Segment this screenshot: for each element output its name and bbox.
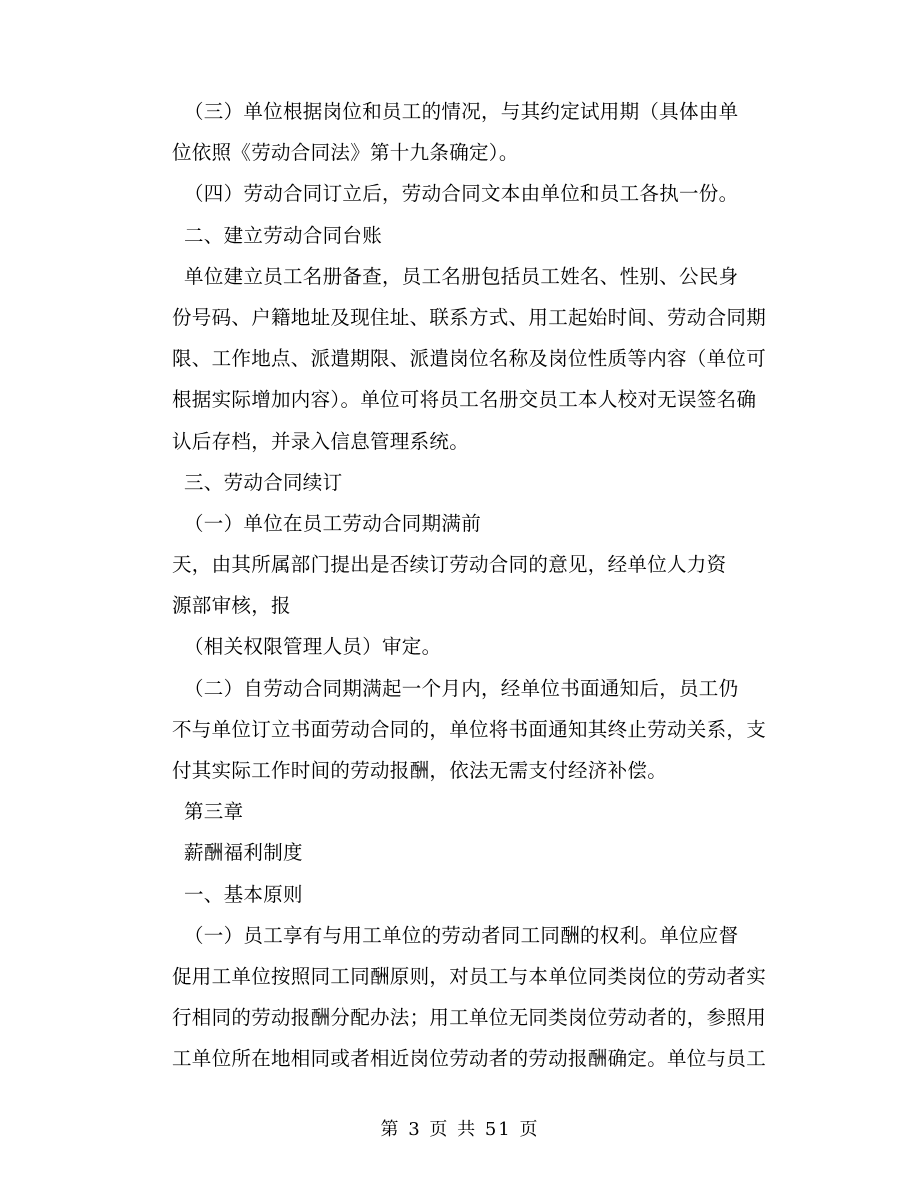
paragraph-line: 单位建立员工名册备查，员工名册包括员工姓名、性别、公民身 (184, 264, 739, 288)
paragraph-line: 天，由其所属部门提出是否续订劳动合同的意见，经单位人力资 (172, 553, 727, 577)
chapter-heading: 第三章 (184, 800, 244, 824)
paragraph-line: （一）员工享有与用工单位的劳动者同工同酬的权利。单位应督 (184, 923, 739, 947)
paragraph-line: （四）劳动合同订立后，劳动合同文本由单位和员工各执一份。 (184, 182, 739, 206)
section-heading: 三、劳动合同续订 (184, 470, 343, 494)
section-heading: 一、基本原则 (184, 882, 303, 906)
paragraph-line: （一）单位在员工劳动合同期满前 (184, 511, 482, 535)
paragraph-line: 根据实际增加内容）。单位可将员工名册交员工本人校对无误签名确 (172, 388, 757, 412)
paragraph-line: 限、工作地点、派遣期限、派遣岗位名称及岗位性质等内容（单位可 (172, 347, 767, 371)
chapter-title: 薪酬福利制度 (184, 841, 303, 865)
paragraph-line: 源部审核，报 (172, 594, 291, 618)
paragraph-line: 不与单位订立书面劳动合同的，单位将书面通知其终止劳动关系，支 (172, 717, 767, 741)
page-number-footer: 第 3 页 共 51 页 (380, 1119, 540, 1140)
paragraph-line: （二）自劳动合同期满起一个月内，经单位书面通知后，员工仍 (184, 676, 739, 700)
paragraph-line: （相关权限管理人员）审定。 (184, 635, 442, 659)
paragraph-line: （三）单位根据岗位和员工的情况，与其约定试用期（具体由单 (184, 100, 739, 123)
paragraph-line: 份号码、户籍地址及现住址、联系方式、用工起始时间、劳动合同期 (172, 305, 767, 329)
paragraph-line: 促用工单位按照同工同酬原则，对员工与本单位同类岗位的劳动者实 (172, 964, 767, 988)
paragraph-line: 位依照《劳动合同法》第十九条确定）。 (172, 141, 519, 165)
paragraph-line: 工单位所在地相同或者相近岗位劳动者的劳动报酬确定。单位与员工 (172, 1047, 767, 1071)
document-body (174, 102, 774, 1091)
paragraph-line: 认后存档，并录入信息管理系统。 (172, 429, 470, 453)
paragraph-line: 行相同的劳动报酬分配办法；用工单位无同类岗位劳动者的，参照用 (172, 1006, 767, 1030)
paragraph-line: 付其实际工作时间的劳动报酬，依法无需支付经济补偿。 (172, 759, 668, 782)
section-heading: 二、建立劳动合同台账 (184, 223, 383, 247)
